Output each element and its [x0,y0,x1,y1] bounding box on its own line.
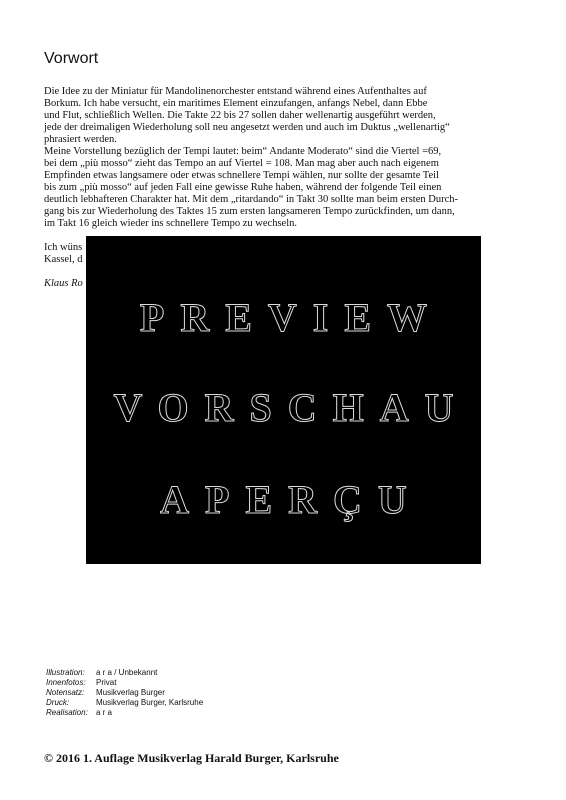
preview-watermark-overlay [86,236,481,564]
credit-value: a r a / Unbekannt [96,668,158,677]
text-line: jede der dreimaligen Wiederholung soll neu angesetzt werden und auch im Duktus „wellenartig“ [44,122,450,133]
credit-value: a r a [96,708,113,717]
text-line: Meine Vorstellung bezüglich der Tempi lautet: beim“ Andante Moderato“ sind die Viertel =69, [44,146,442,157]
credit-row [46,708,203,718]
credit-value: Privat [96,678,117,687]
text-line: Empfinden etwas langsamere oder etwas schnellere Tempi wählen, nur sollte der gesamte Teil [44,170,439,181]
credit-row [46,698,203,708]
credit-label: Illustration: [46,668,85,677]
copyright-notice: © 2016 1. Auflage Musikverlag Harald Burger, Karlsruhe [44,751,339,765]
credit-label: Innenfotos: [46,678,86,687]
credit-row [46,678,203,688]
text-line: bei dem „più mosso“ zieht das Tempo an auf Viertel = 108. Man mag aber auch nach eigenem [44,158,439,169]
credits-table [46,668,203,718]
signature: Klaus Ro [44,278,83,289]
credit-row [46,688,203,698]
text-line: bis zum „più mosso“ auf jeden Fall eine gewisse Ruhe haben, während der folgende Teil einen [44,182,442,193]
text-line: Borkum. Ich habe versucht, ein maritimes Element einzufangen, anfangs Nebel, dann Ebbe [44,98,428,109]
text-line: Kassel, d [44,254,83,265]
text-line: Ich wüns [44,242,83,253]
watermark-apercu: APERÇU [160,477,423,522]
text-line: Die Idee zu der Miniatur für Mandolinenorchester entstand während eines Aufenthaltes auf [44,86,427,97]
credit-value: Musikverlag Burger, Karlsruhe [96,698,204,707]
credit-label: Notensatz: [46,688,85,697]
watermark-preview: PREVIEW [139,295,444,340]
text-line: deutlich lebhafteren Charakter hat. Mit dem „ritardando“ in Takt 30 sollte man beim ersten Durch- [44,194,458,205]
credit-row [46,668,203,678]
text-line: gang bis zur Wiederholung des Taktes 15 zum ersten langsameren Tempo zurückfinden, um dann, [44,206,455,217]
credit-label: Realisation: [46,708,88,717]
credit-value: Musikverlag Burger [96,688,165,697]
text-line: phrasiert werden. [44,134,117,145]
watermark-vorschau: VORSCHAU [113,385,470,430]
page-title: Vorwort [44,50,99,67]
text-line: und Flut, schließlich Wellen. Die Takte 22 bis 27 sollen daher wellenartig ausgeführt werden, [44,110,436,121]
credit-label: Druck: [46,698,70,707]
text-line: im Takt 16 gleich wieder ins schnellere Tempo zu wechseln. [44,218,297,229]
